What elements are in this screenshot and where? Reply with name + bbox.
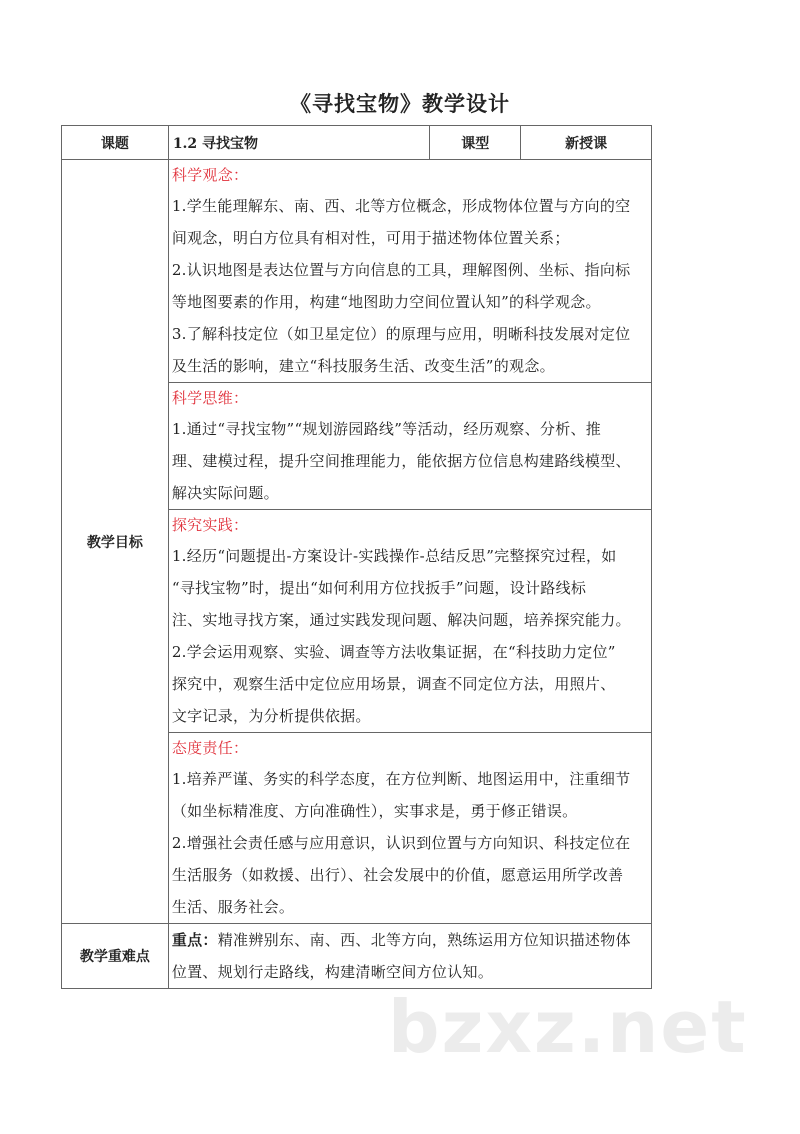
- objective-section: [169, 383, 651, 510]
- section-line: “寻找宝物”时，提出“如何利用方位找扳手”问题，设计路线标: [171, 579, 587, 597]
- objectives-sections: [169, 160, 651, 923]
- section-line: 生活、服务社会。: [171, 898, 295, 916]
- section-line: 2.认识地图是表达位置与方向信息的工具，理解图例、坐标、指向标: [171, 261, 631, 279]
- section-line: 1.学生能理解东、南、西、北等方位概念，形成物体位置与方向的空: [171, 197, 631, 215]
- objective-section: [169, 733, 651, 923]
- key-points-label: 教学重难点: [62, 924, 169, 988]
- key-line: 精准辨别东、南、西、北等方向，熟练运用方位知识描述物体: [217, 931, 631, 949]
- section-line: 1.通过“寻找宝物”“规划游园路线”等活动，经历观察、分析、推: [171, 420, 602, 438]
- document-title: 《寻找宝物》教学设计: [290, 91, 510, 116]
- section-line: 1.培养严谨、务实的科学态度，在方位判断、地图运用中，注重细节: [171, 770, 631, 788]
- type-label: 课型: [430, 126, 521, 159]
- section-line: 及生活的影响，建立“科技服务生活、改变生活”的观念。: [171, 357, 555, 375]
- watermark: bzxz.net: [388, 985, 748, 1069]
- header-row: [62, 126, 651, 160]
- section-line: 探究中，观察生活中定位应用场景，调查不同定位方法，用照片、: [171, 675, 616, 693]
- key-label: 重点：: [171, 931, 218, 949]
- section-line: 注、实地寻找方案，通过实践发现问题、解决问题，培养探究能力。: [171, 611, 631, 629]
- type-value: 新授课: [565, 135, 608, 152]
- section-line: 1.经历“问题提出-方案设计-实践操作-总结反思”完整探究过程，如: [171, 547, 617, 565]
- section-line: 2.增强社会责任感与应用意识，认识到位置与方向知识、科技定位在: [171, 834, 631, 852]
- section-line: 间观念，明白方位具有相对性，可用于描述物体位置关系；: [171, 229, 570, 247]
- section-line: （如坐标精准度、方向准确性），实事求是，勇于修正错误。: [171, 802, 578, 820]
- objective-section: [169, 160, 651, 383]
- section-heading: 科学观念：: [171, 166, 249, 184]
- section-line: 解决实际问题。: [171, 484, 279, 502]
- section-heading: 探究实践：: [171, 516, 249, 534]
- section-line: 3.了解科技定位（如卫星定位）的原理与应用，明晰科技发展对定位: [171, 325, 631, 343]
- section-line: 2.学会运用观察、实验、调查等方法收集证据，在“科技助力定位”: [171, 643, 616, 661]
- section-line: 理、建模过程，提升空间推理能力，能依据方位信息构建路线模型、: [171, 452, 631, 470]
- section-line: 生活服务（如救援、出行）、社会发展中的价值，愿意运用所学改善: [171, 866, 624, 884]
- section-heading: 态度责任：: [171, 739, 249, 757]
- key-points-row: [62, 924, 651, 988]
- section-line: 等地图要素的作用，构建“地图助力空间位置认知”的科学观念。: [171, 293, 601, 311]
- topic-label: 课题: [62, 126, 169, 159]
- section-line: 文字记录，为分析提供依据。: [171, 707, 371, 725]
- topic-value: 1.2 寻找宝物: [169, 126, 431, 159]
- key-line: 位置、规划行走路线，构建清晰空间方位认知。: [171, 963, 494, 981]
- objectives-label: 教学目标: [62, 160, 169, 923]
- lesson-plan-table: [61, 125, 652, 989]
- section-heading: 科学思维：: [171, 389, 249, 407]
- key-points-content: [169, 924, 651, 988]
- objectives-row: [62, 160, 651, 924]
- objective-section: [169, 510, 651, 733]
